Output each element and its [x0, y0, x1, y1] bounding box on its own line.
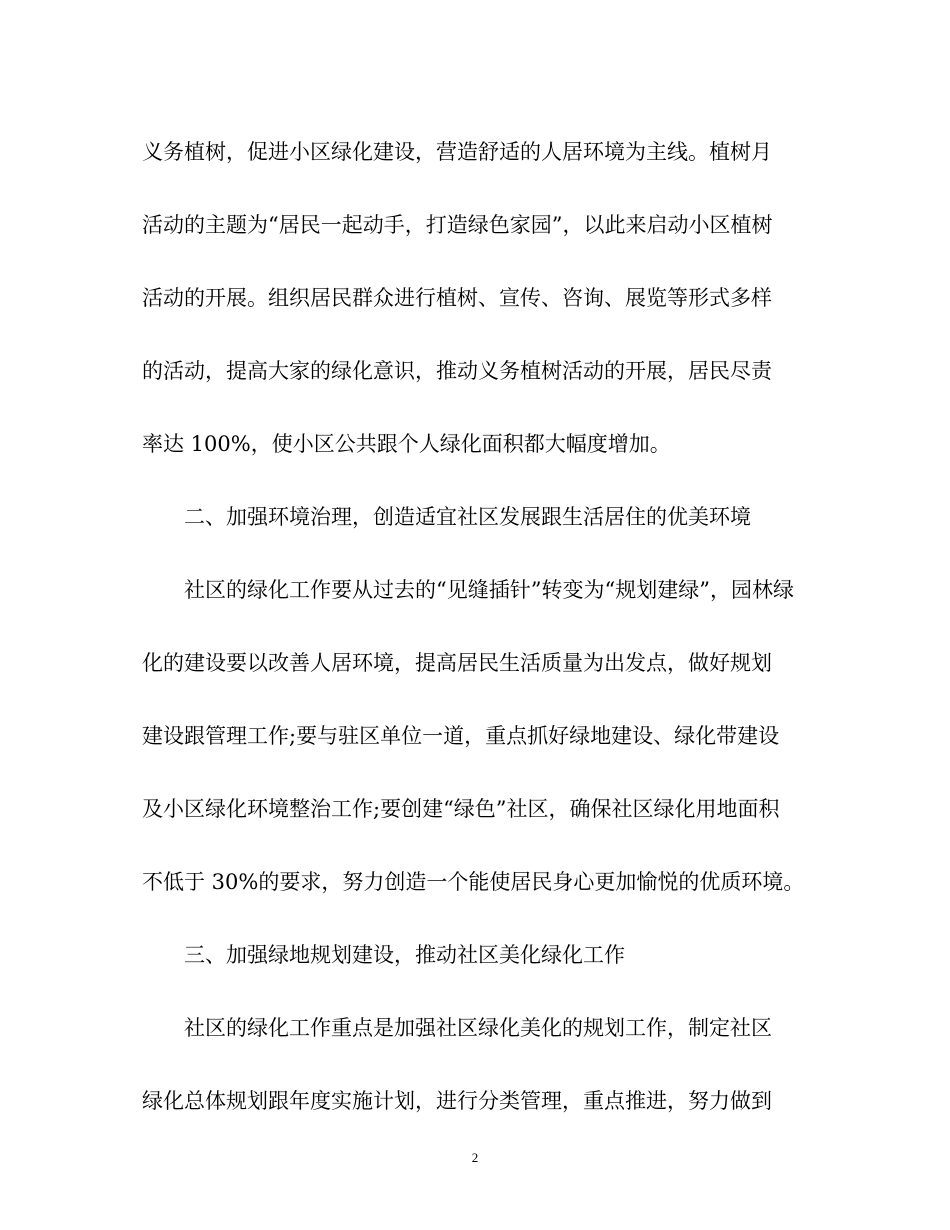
paragraph-first-line: 社区的绿化工作重点是加强社区绿化美化的规划工作，制定社区 — [184, 1016, 772, 1040]
body-text-line: 建设跟管理工作;要与驻区单位一道，重点抓好绿地建设、绿化带建设 — [142, 724, 780, 748]
document-body — [142, 116, 810, 1138]
body-text-line: 活动的主题为“居民一起动手，打造绿色家园”，以此来启动小区植树 — [142, 213, 773, 237]
body-text-line: 绿化总体规划跟年度实施计划，进行分类管理，重点推进，努力做到 — [142, 1089, 772, 1113]
body-text-line: 不低于 30%的要求，努力创造一个能使居民身心更加愉悦的优质环境。 — [142, 870, 805, 894]
body-text-line: 及小区绿化环境整治工作;要创建“绿色”社区，确保社区绿化用地面积 — [142, 797, 780, 821]
paragraph-first-line: 社区的绿化工作要从过去的“见缝插针”转变为“规划建绿”，园林绿 — [184, 578, 794, 602]
section-heading-2: 二、加强环境治理，创造适宜社区发展跟生活居住的优美环境 — [184, 505, 751, 529]
section-heading-3: 三、加强绿地规划建设，推动社区美化绿化工作 — [184, 943, 625, 967]
page-number: 2 — [471, 1150, 479, 1165]
body-text-line: 义务植树，促进小区绿化建设，营造舒适的人居环境为主线。植树月 — [142, 140, 772, 164]
body-text-line: 活动的开展。组织居民群众进行植树、宣传、咨询、展览等形式多样 — [142, 286, 772, 310]
body-text-line: 率达 100%，使小区公共跟个人绿化面积都大幅度增加。 — [142, 432, 671, 456]
body-text-line: 的活动，提高大家的绿化意识，推动义务植树活动的开展，居民尽责 — [142, 359, 772, 383]
body-text-line: 化的建设要以改善人居环境，提高居民生活质量为出发点，做好规划 — [142, 651, 772, 675]
